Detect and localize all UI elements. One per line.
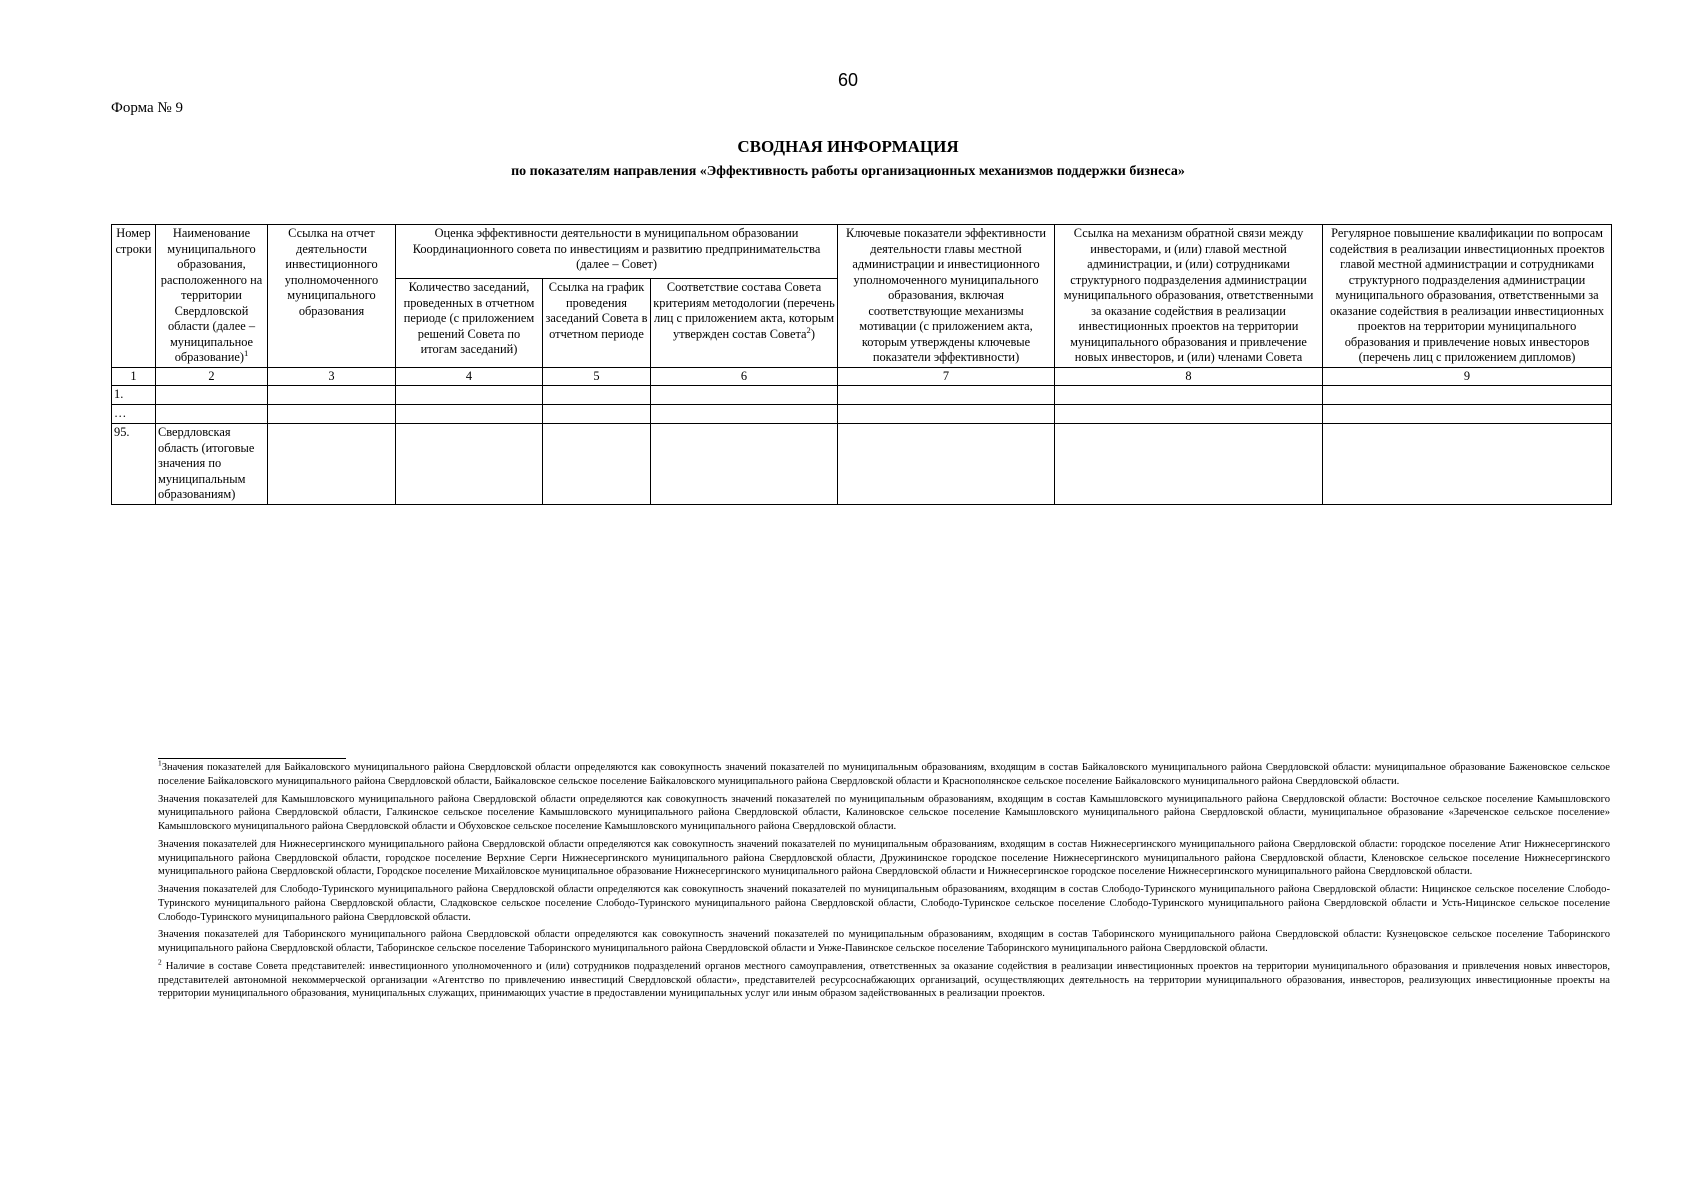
- table-cell: [543, 424, 651, 505]
- footnote-1-paragraph: Значения показателей для Слободо-Туринского муниципального района Свердловской области определяются как совокупность значений показателей по муниципальным образованиям, входящим в состав Слободо-Туринского муниципального района Свердловской области: Ницинское сельское поселение Слободо-Туринского муниципального района Свердловской области, Сладковское сельское поселение Слободо-Туринского муниципального района Свердловской области, Слободо-Туринское сельское поселение Слободо-Туринского муниципального района Свердловской области и Усть-Ницинское сельское поселение Слободо-Туринского муниципального района Свердловской области.: [158, 884, 1610, 923]
- column-number: 4: [396, 367, 543, 386]
- table-cell: [838, 386, 1055, 405]
- table-row-total: [112, 424, 1612, 505]
- header-schedule-link: Ссылка на график проведения заседаний Совета в отчетном периоде: [543, 279, 651, 367]
- header-row-top: [112, 225, 1612, 279]
- header-municipality-text: Наименование муниципального образования, расположенного на территории Свердловской области (далее – муниципальное образование): [160, 226, 263, 364]
- table-cell: [838, 424, 1055, 505]
- table-cell: [1055, 424, 1323, 505]
- header-qualification: Регулярное повышение квалификации по вопросам содействия в реализации инвестиционных проектов главой местной администрации и сотрудниками структурного подразделения администрации муниципального образования, ответственными за оказание содействия в реализации инвестиционных проектов на территории муниципального образования и привлечение новых инвесторов (перечень лиц с приложением дипломов): [1323, 225, 1612, 368]
- header-council-composition-tail: ): [810, 326, 815, 341]
- header-feedback-link: Ссылка на механизм обратной связи между инвесторами, и (или) главой местной администрации, и (или) сотрудниками структурного подразделения администрации муниципального образования, ответственными за оказание содействия в реализации инвестиционных проектов на территории муниципального образования и привлечение новых инвесторов, и (или) членами Совета: [1055, 225, 1323, 368]
- footnote-mark-2: 2: [158, 957, 162, 967]
- footnote-mark-1: 1: [158, 758, 162, 768]
- header-council-composition-text: Соответствие состава Совета критериям методологии (перечень лиц с приложением акта, которым утвержден состав Совета: [653, 280, 835, 341]
- footnote-1-text: Значения показателей для Байкаловского муниципального района Свердловской области определяются как совокупность значений показателей по муниципальным образованиям, входящим в состав Байкаловского муниципального района Свердловской области: муниципальное образование Баженовское сельское поселение Байкаловского муниципального района Свердловской области, Байкаловское сельское поселение Байкаловского муниципального района Свердловской области и Краснополянское сельское поселение Байкаловского муниципального района Свердловской области.: [158, 762, 1610, 787]
- column-numbers-row: [112, 367, 1612, 386]
- table-cell: [268, 405, 396, 424]
- table-cell: [543, 405, 651, 424]
- header-key-indicators: Ключевые показатели эффективности деятельности главы местной администрации и инвестиционного уполномоченного муниципального образования, включая соответствующие механизмы мотивации (с приложением акта, которым утверждены ключевые показатели эффективности): [838, 225, 1055, 368]
- document-title: СВОДНАЯ ИНФОРМАЦИЯ: [737, 137, 959, 156]
- table-row: [112, 405, 1612, 424]
- footnote-ref-1: 1: [243, 347, 249, 358]
- footnote-2-text: Наличие в составе Совета представителей: инвестиционного уполномоченного и (или) сотрудников подразделений органов местного самоуправления, ответственных за оказание содействия в реализации инвестиционных проектов на территории муниципального образования и привлечения новых инвесторов, представителей автономной некоммерческой организации «Агентство по привлечению инвестиций Свердловской области», представителей ресурсоснабжающих организаций, осуществляющих деятельность на территории муниципального образования, инвесторов, реализующих инвестиционные проекты на территории муниципального образования, муниципальных служащих, принимающих участие в предоставлении муниципальных услуг или иным образом задействованных в реализации проектов.: [158, 960, 1610, 1000]
- column-number: 3: [268, 367, 396, 386]
- footnote-1: [158, 758, 1610, 789]
- table-cell: [396, 405, 543, 424]
- document-subtitle: по показателям направления «Эффективность работы организационных механизмов поддержки бизнеса»: [511, 164, 1185, 179]
- table-cell: [1055, 405, 1323, 424]
- row-municipality: [156, 386, 268, 405]
- footnote-1-paragraph: Значения показателей для Нижнесергинского муниципального района Свердловской области определяются как совокупность значений показателей по муниципальным образованиям, входящим в состав Нижнесергинского муниципального района Свердловской области: городское поселение Атиг Нижнесергинского муниципального района Свердловской области, городское поселение Верхние Серги Нижнесергинского муниципального района Свердловской области, Дружининское городское поселение Нижнесергинского муниципального района Свердловской области, Кленовское сельское поселение Нижнесергинского муниципального района Свердловской области, Городское поселение Михайловское муниципальное образование Нижнесергинского муниципального района Свердловской области и Нижнесергинское городское поселение Нижнесергинского муниципального района Свердловской области.: [158, 838, 1610, 878]
- header-council-evaluation: Оценка эффективности деятельности в муниципальном образовании Координационного совета по инвестициям и развитию предпринимательства (далее – Совет): [396, 225, 838, 279]
- column-number: 9: [1323, 367, 1612, 386]
- footnote-1-paragraph: Значения показателей для Таборинского муниципального района Свердловской области определяются как совокупность значений показателей по муниципальным образованиям, входящим в состав Таборинского муниципального района Свердловской области: Кузнецовское сельское поселение Таборинского муниципального района Свердловской области, Таборинское сельское поселение Таборинского муниципального района Свердловской области и Унже-Павинское сельское поселение Таборинского муниципального района Свердловской области.: [158, 929, 1610, 955]
- table-cell: [838, 405, 1055, 424]
- header-municipality: [156, 225, 268, 368]
- footnote-2: [158, 957, 1610, 1001]
- column-number: 7: [838, 367, 1055, 386]
- page-number: 60: [837, 70, 859, 90]
- table-cell: [651, 386, 838, 405]
- header-council-composition: [651, 279, 838, 367]
- row-number: …: [112, 405, 156, 424]
- table-cell: [396, 386, 543, 405]
- table-cell: [1323, 386, 1612, 405]
- form-label: Форма № 9: [111, 100, 183, 116]
- row-number: 95.: [112, 424, 156, 505]
- column-number: 2: [156, 367, 268, 386]
- header-meetings-count: Количество заседаний, проведенных в отчетном периоде (с приложением решений Совета по итогам заседаний): [396, 279, 543, 367]
- footnote-1-paragraph: Значения показателей для Камышловского муниципального района Свердловской области определяются как совокупность значений показателей по муниципальным образованиям, входящим в состав Камышловского муниципального района Свердловской области: Восточное сельское поселение Камышловского муниципального района Свердловской области, Галкинское сельское поселение Камышловского муниципального района Свердловской области, Калиновское сельское поселение Камышловского муниципального района Свердловской области, муниципальное образование «Зареченское сельское поселение» Камышловского муниципального района Свердловской области и Обуховское сельское поселение Камышловского муниципального района Свердловской области.: [158, 793, 1610, 833]
- row-municipality: Свердловская область (итоговые значения по муниципальным образованиям): [156, 424, 268, 505]
- row-municipality: [156, 405, 268, 424]
- column-number: 5: [543, 367, 651, 386]
- column-number: 8: [1055, 367, 1323, 386]
- table-cell: [651, 424, 838, 505]
- table-row: [112, 386, 1612, 405]
- table-cell: [268, 386, 396, 405]
- header-report-link: Ссылка на отчет деятельности инвестиционного уполномоченного муниципального образования: [268, 225, 396, 368]
- table-cell: [268, 424, 396, 505]
- table-cell: [543, 386, 651, 405]
- table-cell: [1323, 405, 1612, 424]
- table-cell: [1323, 424, 1612, 505]
- row-number: 1.: [112, 386, 156, 405]
- column-number: 6: [651, 367, 838, 386]
- table-cell: [1055, 386, 1323, 405]
- table-cell: [651, 405, 838, 424]
- header-row-number: Номер строки: [112, 225, 156, 368]
- table-cell: [396, 424, 543, 505]
- footnote-ref-2: 2: [806, 324, 811, 335]
- footnotes: [158, 758, 1610, 1005]
- column-number: 1: [112, 367, 156, 386]
- summary-table: [111, 224, 1612, 505]
- footnote-divider: [158, 758, 346, 759]
